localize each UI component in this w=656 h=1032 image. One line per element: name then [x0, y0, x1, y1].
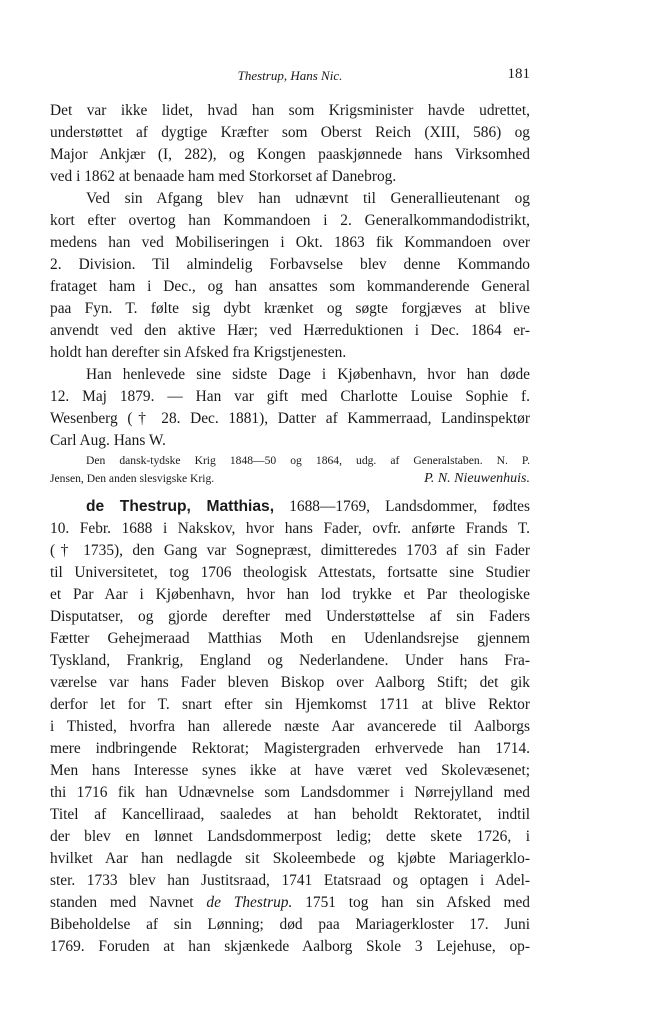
text-line: hvilket Aar han nedlagde sit Skoleembede og kjøbte Mariagerklo-	[50, 850, 530, 867]
text-line: 1769. Foruden at han skjænkede Aalborg Skole 3 Lejehuse, op-	[50, 938, 530, 955]
text-line: 2. Division. Til almindelig Forbavselse blev denne Kommando	[50, 256, 530, 273]
text-line: 12. Maj 1879. — Han var gift med Charlotte Louise Sophie f.	[50, 388, 530, 405]
text-line: Tyskland, Frankrig, England og Nederlandene. Under hans Fra-	[50, 652, 530, 669]
text-line: til Universitetet, tog 1706 theologisk Attestats, fortsatte sine Studier	[50, 564, 530, 581]
text-line: ster. 1733 blev han Justitsraad, 1741 Etatsraad og optagen i Adel-	[50, 872, 530, 889]
text-line: et Par Aar i Kjøbenhavn, hvor han lod trykke et Par theologiske	[50, 586, 530, 603]
text-fragment: 1751 tog han sin Afsked med	[305, 894, 530, 911]
text-line: 10. Febr. 1688 i Nakskov, hvor hans Fader, ovfr. anførte Frands T.	[50, 520, 530, 537]
text-line: paa Fyn. T. følte sig dybt krænket og søgte forgjæves at blive	[50, 300, 530, 317]
text-line: Disputatser, og gjorde derefter med Understøttelse af sin Faders	[50, 608, 530, 625]
text-line: medens han ved Mobiliseringen i Okt. 1863 fik Kommandoen over	[50, 234, 530, 251]
text-line: kort efter overtog han Kommandoen i 2. Generalkommandodistrikt,	[50, 212, 530, 229]
noble-name: de Thestrup.	[206, 894, 293, 911]
text-line: ved i 1862 at benaade ham med Storkorset af Danebrog.	[50, 168, 397, 185]
text-line: understøttet af dygtige Kræfter som Oberst Reich (XIII, 586) og	[50, 124, 530, 141]
text-line: Men hans Interesse synes ikke at have været ved Skolevæsenet;	[50, 762, 530, 779]
text-line: Carl Aug. Hans W.	[50, 432, 166, 449]
text-line: anvendt ved den aktive Hær; ved Hærreduktionen i Dec. 1864 er-	[50, 322, 530, 339]
text-line: Wesenberg († 28. Dec. 1881), Datter af Kammerraad, Landinspektør	[50, 410, 530, 427]
references-text: Jensen, Den anden slesvigske Krig.	[50, 472, 215, 485]
author-signature: P. N. Nieuwenhuis.	[424, 471, 530, 486]
text-line: thi 1716 fik han Udnævnelse som Landsdommer i Nørrejylland med	[50, 784, 530, 801]
entry-first-line	[50, 496, 530, 518]
references-line: Den dansk-tydske Krig 1848—50 og 1864, udg. af Generalstaben. N. P.	[86, 454, 530, 467]
text-line: Major Ankjær (I, 282), og Kongen paaskjønnede hans Virksomhed	[50, 146, 530, 163]
text-line: Fætter Gehejmeraad Matthias Moth en Udenlandsrejse gjennem	[50, 630, 530, 647]
running-header	[50, 66, 530, 86]
text-line: frataget ham i Dec., og han ansattes som kommanderende General	[50, 278, 530, 295]
text-line: Bibeholdelse af sin Lønning; død paa Mariagerkloster 17. Juni	[50, 916, 530, 933]
text-line: i Thisted, hvorfra han allerede næste Aar avancerede til Aalborgs	[50, 718, 530, 735]
references-line-2	[50, 470, 530, 488]
text-line: værelse var hans Fader bleven Biskop over Aalborg Stift; det gik	[50, 674, 530, 691]
running-title: Thestrup, Hans Nic.	[237, 68, 343, 83]
page-number: 181	[507, 66, 530, 82]
entry-first-line-text: 1688—1769, Landsdommer, fødtes	[289, 498, 530, 515]
text-line: († 1735), den Gang var Sognepræst, dimitteredes 1703 af sin Fader	[50, 542, 530, 559]
text-line: derfor let for T. snart efter sin Hjemkomst 1711 at blive Rektor	[50, 696, 530, 713]
text-line: der blev en lønnet Landsdommerpost ledig; dette skete 1726, i	[50, 828, 530, 845]
text-line: Det var ikke lidet, hvad han som Krigsminister havde udrettet,	[50, 102, 530, 119]
text-line: mere indbringende Rektorat; Magistergraden erhvervede han 1714.	[50, 740, 530, 757]
text-line: Han henlevede sine sidste Dage i Kjøbenhavn, hvor han døde	[86, 366, 530, 383]
text-line: holdt han derefter sin Afsked fra Krigstjenesten.	[50, 344, 347, 361]
text-fragment: standen med Navnet	[50, 894, 194, 911]
entry-headword: de Thestrup, Matthias,	[86, 498, 275, 515]
text-line: Titel af Kancelliraad, saaledes at han beholdt Rektoratet, indtil	[50, 806, 530, 823]
text-line: Ved sin Afgang blev han udnævnt til Generallieutenant og	[86, 190, 530, 207]
text-line-named	[50, 892, 530, 914]
